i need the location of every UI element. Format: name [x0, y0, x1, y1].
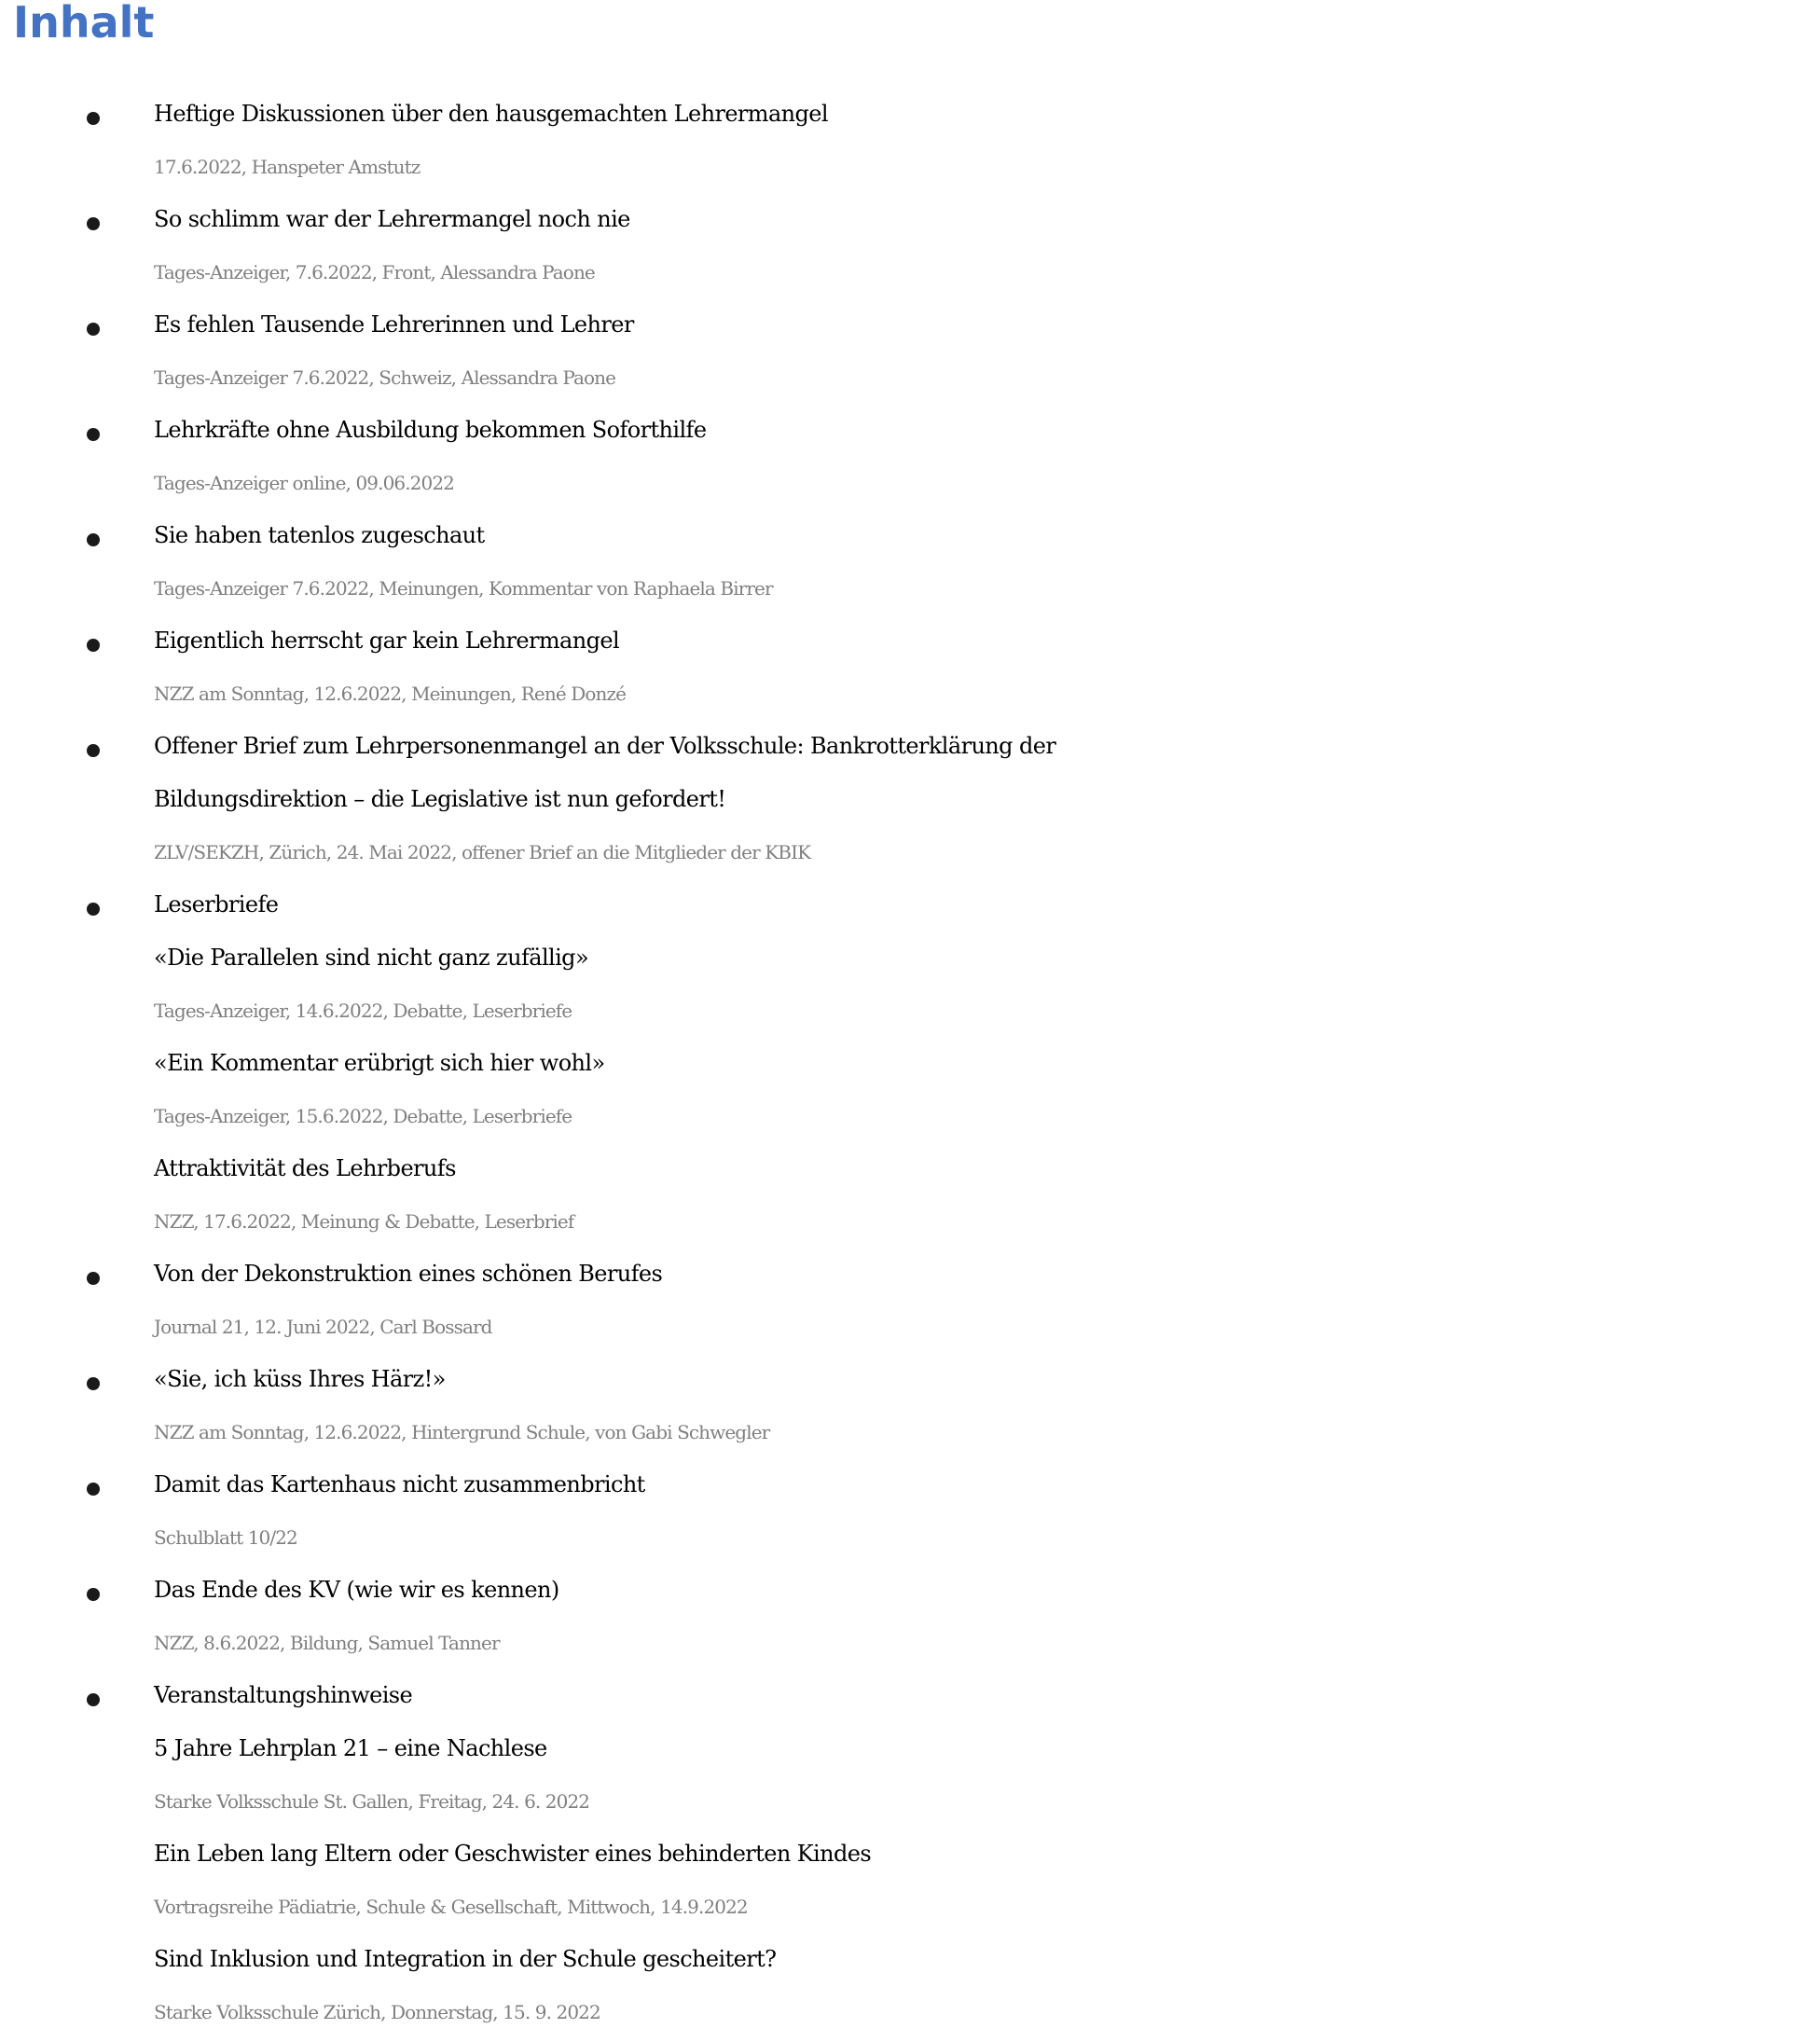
article-source: Tages-Anzeiger 7.6.2022, Schweiz, Alessandra Paone [154, 366, 616, 389]
article-source: Tages-Anzeiger 7.6.2022, Meinungen, Kommentar von Raphaela Birrer [154, 577, 773, 600]
toc-item [0, 1353, 1820, 1458]
bullet-icon [87, 1272, 100, 1285]
article-title: Veranstaltungshinweise [154, 1682, 413, 1708]
article-source: Journal 21, 12. Juni 2022, Carl Bossard [154, 1316, 492, 1338]
bullet-icon [87, 533, 100, 546]
article-title: Ein Leben lang Eltern oder Geschwister eines behinderten Kindes [154, 1841, 872, 1867]
article-title: Damit das Kartenhaus nicht zusammenbricht [154, 1471, 645, 1497]
toc-item [0, 878, 1820, 1248]
article-source: NZZ, 17.6.2022, Meinung & Debatte, Leserbrief [154, 1210, 574, 1233]
bullet-icon [87, 217, 100, 230]
bullet-icon [87, 1483, 100, 1496]
bullet-icon [87, 639, 100, 652]
bullet-icon [87, 323, 100, 336]
bullet-icon [87, 903, 100, 916]
article-source: Starke Volksschule Zürich, Donnerstag, 15. 9. 2022 [154, 2001, 600, 2023]
article-title: Von der Dekonstruktion eines schönen Berufes [154, 1261, 663, 1287]
article-source: NZZ am Sonntag, 12.6.2022, Hintergrund Schule, von Gabi Schwegler [154, 1421, 770, 1443]
article-source: Tages-Anzeiger, 14.6.2022, Debatte, Leserbriefe [154, 1000, 572, 1022]
bullet-icon [87, 744, 100, 757]
article-source: ZLV/SEKZH, Zürich, 24. Mai 2022, offener Brief an die Mitglieder der KBIK [154, 841, 811, 863]
toc-item [0, 88, 1820, 193]
table-of-contents [0, 88, 1820, 2038]
article-title: Es fehlen Tausende Lehrerinnen und Lehrer [154, 311, 634, 338]
article-title: Bildungsdirektion – die Legislative ist nun gefordert! [154, 786, 726, 812]
article-title: Lehrkräfte ohne Ausbildung bekommen Soforthilfe [154, 417, 707, 443]
article-source: NZZ, 8.6.2022, Bildung, Samuel Tanner [154, 1632, 500, 1654]
article-title: «Sie, ich küss Ihres Härz!» [154, 1366, 446, 1392]
toc-item [0, 1248, 1820, 1353]
article-title: So schlimm war der Lehrermangel noch nie [154, 206, 630, 232]
toc-item [0, 614, 1820, 720]
bullet-icon [87, 428, 100, 441]
article-title: «Die Parallelen sind nicht ganz zufällig» [154, 945, 589, 971]
bullet-icon [87, 112, 100, 125]
article-source: Schulblatt 10/22 [154, 1526, 297, 1549]
article-source: Tages-Anzeiger, 15.6.2022, Debatte, Leserbriefe [154, 1105, 572, 1127]
article-source: Starke Volksschule St. Gallen, Freitag, 24. 6. 2022 [154, 1790, 590, 1813]
article-title: Leserbriefe [154, 891, 279, 918]
article-source: NZZ am Sonntag, 12.6.2022, Meinungen, René Donzé [154, 683, 627, 705]
bullet-icon [87, 1377, 100, 1390]
toc-item [0, 720, 1820, 878]
toc-item [0, 404, 1820, 509]
article-title: Sie haben tatenlos zugeschaut [154, 522, 485, 548]
article-title: Sind Inklusion und Integration in der Schule gescheitert? [154, 1946, 777, 1972]
article-source: Tages-Anzeiger, 7.6.2022, Front, Alessandra Paone [154, 261, 595, 283]
article-source: Tages-Anzeiger online, 09.06.2022 [154, 472, 454, 494]
toc-item [0, 298, 1820, 404]
article-title: 5 Jahre Lehrplan 21 – eine Nachlese [154, 1735, 547, 1761]
bullet-icon [87, 1693, 100, 1706]
toc-item [0, 1564, 1820, 1669]
article-title: Das Ende des KV (wie wir es kennen) [154, 1577, 559, 1603]
toc-item [0, 1669, 1820, 2038]
article-source: 17.6.2022, Hanspeter Amstutz [154, 156, 421, 178]
article-source: Vortragsreihe Pädiatrie, Schule & Gesellschaft, Mittwoch, 14.9.2022 [154, 1896, 748, 1918]
article-title: Heftige Diskussionen über den hausgemachten Lehrermangel [154, 101, 828, 127]
page-title: Inhalt [13, 0, 155, 48]
article-title: Offener Brief zum Lehrpersonenmangel an der Volksschule: Bankrotterklärung der [154, 733, 1056, 759]
article-title: «Ein Kommentar erübrigt sich hier wohl» [154, 1050, 605, 1076]
bullet-icon [87, 1588, 100, 1601]
toc-item [0, 1458, 1820, 1564]
article-title: Attraktivität des Lehrberufs [154, 1155, 456, 1181]
toc-item [0, 193, 1820, 298]
article-title: Eigentlich herrscht gar kein Lehrermangel [154, 628, 620, 654]
toc-item [0, 509, 1820, 614]
